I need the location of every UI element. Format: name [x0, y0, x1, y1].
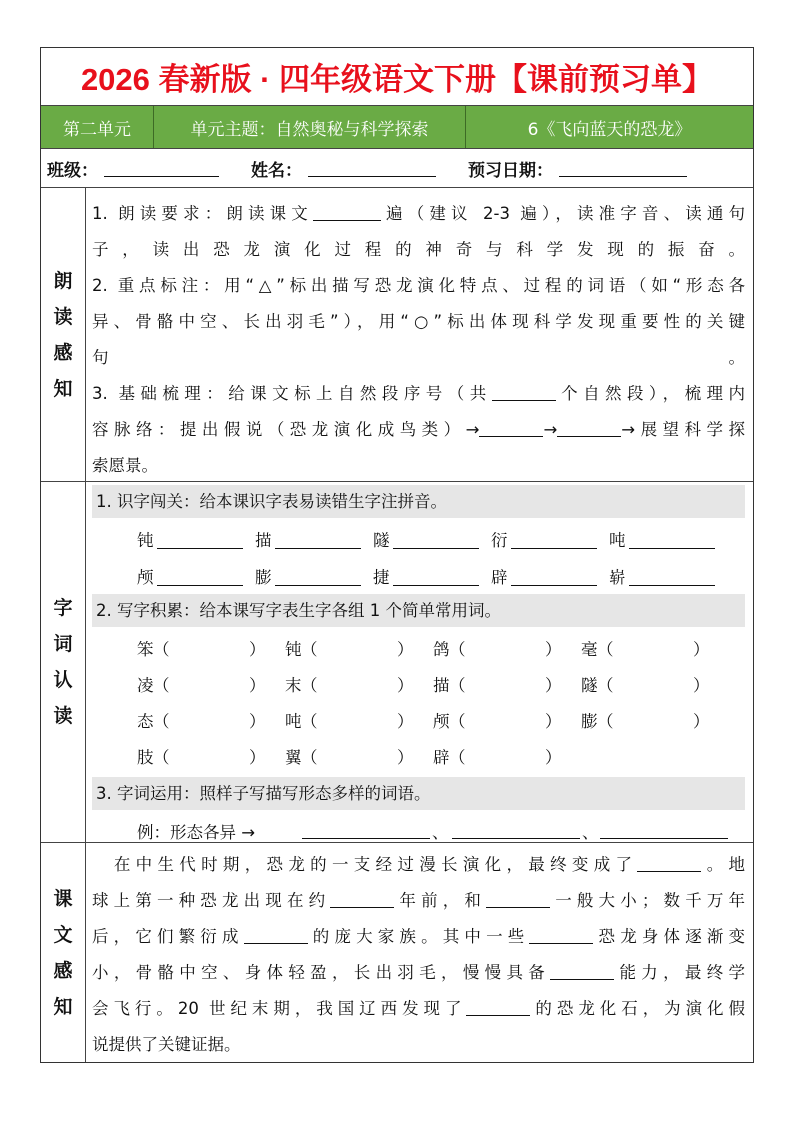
text-segment: 句。 — [92, 348, 745, 367]
pinyin-blank[interactable] — [511, 529, 597, 549]
pinyin-char: 捷 — [373, 568, 390, 587]
section-reading — [41, 188, 753, 482]
date-label: 预习日期： — [468, 160, 553, 181]
pinyin-blank[interactable] — [629, 529, 715, 549]
text-segment: 的庞大家族。其中一些 — [307, 927, 530, 946]
word-char: 隧 — [581, 676, 598, 695]
text-line — [92, 883, 745, 919]
word-char: 毫 — [581, 640, 598, 659]
name-label: 姓名： — [251, 160, 302, 181]
word-answer-field[interactable] — [173, 744, 245, 766]
section-label-char: 朗 — [53, 269, 73, 292]
pinyin-char: 钝 — [137, 531, 154, 550]
word-char: 肢 — [137, 748, 154, 767]
date-field[interactable] — [559, 159, 687, 177]
section-label-char: 课 — [53, 887, 73, 910]
text-segment: 1. 朗读要求：朗读课文 — [92, 204, 313, 223]
word-answer-field[interactable] — [321, 672, 393, 694]
section-label-char: 词 — [53, 633, 73, 655]
paren-close: ） — [693, 676, 710, 695]
text-segment: 一般大小；数千万年 — [550, 891, 745, 910]
section-label-char: 认 — [53, 669, 73, 691]
word-grid — [92, 630, 745, 774]
word-answer-field[interactable] — [469, 672, 541, 694]
paren-open: （ — [449, 640, 466, 659]
text-segment: 异、骨骼中空、长出羽毛”），用“○”标出体现科学发现重要性的关键 — [92, 312, 745, 331]
text-segment: 恐龙身体逐渐变 — [593, 927, 745, 946]
section-text — [41, 843, 753, 1062]
section-characters — [41, 482, 753, 843]
section-body — [86, 188, 753, 481]
text-segment: 后，它们繁衍成 — [92, 927, 244, 946]
section-label — [41, 188, 86, 481]
text-line — [92, 1027, 745, 1063]
fill-blank[interactable] — [313, 201, 381, 221]
word-answer-field[interactable] — [617, 636, 689, 658]
paren-close: ） — [249, 748, 266, 767]
pinyin-blank[interactable] — [393, 566, 479, 586]
text-segment: →展望科学探 — [621, 420, 745, 439]
section-label-char: 知 — [53, 995, 73, 1018]
section-label-char: 字 — [53, 597, 73, 619]
section-label-char: 文 — [53, 923, 73, 946]
pinyin-blank[interactable] — [275, 529, 361, 549]
fill-blank[interactable] — [330, 888, 394, 908]
word-char: 笨 — [137, 640, 154, 659]
paren-close: ） — [693, 640, 710, 659]
pinyin-blank[interactable] — [393, 529, 479, 549]
text-line — [92, 847, 745, 883]
paren-open: （ — [597, 676, 614, 695]
section-label — [41, 843, 86, 1062]
text-line — [92, 268, 745, 304]
section-label-char: 知 — [53, 377, 73, 400]
section-label-char: 感 — [53, 341, 73, 364]
section-label-char: 读 — [53, 705, 73, 727]
student-info — [41, 149, 753, 188]
pinyin-char: 颅 — [137, 568, 154, 587]
pinyin-char: 辟 — [491, 568, 508, 587]
text-line — [92, 340, 745, 376]
fill-blank[interactable] — [479, 417, 543, 437]
word-answer-field[interactable] — [173, 636, 245, 658]
pinyin-char: 描 — [255, 531, 272, 550]
section-body — [86, 843, 753, 1062]
section-label-char: 感 — [53, 959, 73, 982]
fill-blank[interactable] — [244, 924, 308, 944]
text-line — [92, 955, 745, 991]
text-segment: 。地 — [701, 855, 745, 874]
pinyin-char: 隧 — [373, 531, 390, 550]
word-char: 吨 — [285, 712, 302, 731]
paren-close: ） — [249, 712, 266, 731]
paren-open: （ — [301, 712, 318, 731]
word-answer-field[interactable] — [617, 672, 689, 694]
pinyin-char: 膨 — [255, 568, 272, 587]
answer-blank[interactable] — [302, 819, 430, 839]
paren-open: （ — [597, 640, 614, 659]
word-answer-field[interactable] — [469, 636, 541, 658]
word-char: 钝 — [285, 640, 302, 659]
fill-blank[interactable] — [492, 381, 556, 401]
text-segment: 能力，最终学 — [614, 963, 745, 982]
paren-open: （ — [301, 748, 318, 767]
paren-close: ） — [397, 640, 414, 659]
fill-blank[interactable] — [529, 924, 593, 944]
unit-theme: 单元主题：自然奥秘与科学探索 — [154, 106, 466, 148]
text-line — [92, 991, 745, 1027]
question-3: 3. 字词运用：照样子写描写形态多样的词语。 — [92, 777, 745, 810]
paren-open: （ — [449, 712, 466, 731]
section-body — [86, 482, 753, 842]
paren-close: ） — [397, 712, 414, 731]
fill-blank[interactable] — [557, 417, 621, 437]
class-field[interactable] — [104, 159, 219, 177]
text-segment: → — [543, 420, 558, 439]
paren-open: （ — [153, 748, 170, 767]
lesson-title: 6《飞向蓝天的恐龙》 — [527, 119, 692, 140]
text-segment: 个自然段），梳理内 — [555, 384, 745, 403]
paren-close: ） — [397, 748, 414, 767]
pinyin-blank[interactable] — [157, 529, 243, 549]
worksheet — [40, 47, 754, 1063]
pinyin-grid — [92, 521, 745, 591]
pinyin-blank[interactable] — [157, 566, 243, 586]
word-answer-field[interactable] — [321, 744, 393, 766]
section-label-char: 读 — [53, 305, 73, 328]
paren-close: ） — [545, 748, 562, 767]
text-line — [92, 232, 745, 268]
text-segment: 年前，和 — [394, 891, 487, 910]
answer-blank[interactable] — [452, 819, 580, 839]
word-char: 颅 — [433, 712, 450, 731]
word-answer-field[interactable] — [173, 672, 245, 694]
text-line — [92, 448, 745, 484]
page-title: 2026 春新版 · 四年级语文下册【课前预习单】 — [41, 48, 753, 106]
text-segment: 说提供了关键证据。 — [92, 1035, 241, 1054]
text-line — [92, 412, 745, 448]
pinyin-char: 衍 — [491, 531, 508, 550]
pinyin-char: 吨 — [609, 531, 626, 550]
pinyin-blank[interactable] — [511, 566, 597, 586]
paren-open: （ — [597, 712, 614, 731]
text-segment: 的恐龙化石，为演化假 — [530, 999, 745, 1018]
word-char: 描 — [433, 676, 450, 695]
text-segment: 在中生代时期，恐龙的一支经过漫长演化，最终变成了 — [92, 855, 638, 874]
text-segment: 索愿景。 — [92, 456, 158, 475]
separator: 、 — [432, 823, 449, 842]
paren-close: ） — [545, 676, 562, 695]
paren-open: （ — [449, 748, 466, 767]
question-2: 2. 写字积累：给本课写字表生字各组 1 个简单常用词。 — [92, 594, 745, 627]
text-line — [92, 196, 745, 232]
fill-blank[interactable] — [637, 852, 701, 872]
word-answer-field[interactable] — [173, 708, 245, 730]
fill-blank[interactable] — [466, 996, 530, 1016]
paren-close: ） — [693, 712, 710, 731]
class-label: 班级： — [47, 160, 98, 181]
answer-blank[interactable] — [600, 819, 728, 839]
example-row — [92, 813, 745, 847]
paren-open: （ — [301, 676, 318, 695]
paren-open: （ — [153, 712, 170, 731]
pinyin-blank[interactable] — [275, 566, 361, 586]
text-segment: 小，骨骼中空、身体轻盈，长出羽毛，慢慢具备 — [92, 963, 551, 982]
word-char: 态 — [137, 712, 154, 731]
paren-open: （ — [153, 640, 170, 659]
text-segment: 会飞行。20 世纪末期，我国辽西发现了 — [92, 999, 467, 1018]
text-line — [92, 376, 745, 412]
word-answer-field[interactable] — [469, 744, 541, 766]
fill-blank[interactable] — [486, 888, 550, 908]
pinyin-char: 崭 — [609, 568, 626, 587]
paren-open: （ — [449, 676, 466, 695]
paren-close: ） — [249, 676, 266, 695]
word-char: 鸽 — [433, 640, 450, 659]
paren-close: ） — [545, 640, 562, 659]
name-field[interactable] — [308, 159, 436, 177]
word-char: 翼 — [285, 748, 302, 767]
word-answer-field[interactable] — [321, 708, 393, 730]
word-char: 膨 — [581, 712, 598, 731]
word-answer-field[interactable] — [469, 708, 541, 730]
paren-close: ） — [545, 712, 562, 731]
paren-open: （ — [153, 676, 170, 695]
word-char: 凌 — [137, 676, 154, 695]
text-segment: 容脉络：提出假说（恐龙演化成鸟类）→ — [92, 420, 480, 439]
section-label — [41, 482, 86, 842]
question-1: 1. 识字闯关：给本课识字表易读错生字注拼音。 — [92, 485, 745, 518]
unit-label: 第二单元 — [41, 106, 154, 148]
paren-open: （ — [301, 640, 318, 659]
text-segment: 遍（建议 2-3 遍），读准字音、读通句 — [380, 204, 745, 223]
word-answer-field[interactable] — [617, 708, 689, 730]
text-segment: 球上第一种恐龙出现在约 — [92, 891, 331, 910]
text-line — [92, 304, 745, 340]
example-text: 例：形态各异 → — [137, 823, 256, 842]
word-char: 辟 — [433, 748, 450, 767]
fill-blank[interactable] — [550, 960, 614, 980]
text-segment: 子，读出恐龙演化过程的神奇与科学发现的振奋。 — [92, 240, 745, 259]
paren-close: ） — [249, 640, 266, 659]
word-char: 末 — [285, 676, 302, 695]
text-segment: 2. 重点标注：用“△”标出描写恐龙演化特点、过程的词语（如“形态各 — [92, 276, 745, 295]
text-segment: 3. 基础梳理：给课文标上自然段序号（共 — [92, 384, 492, 403]
separator: 、 — [582, 823, 599, 842]
word-answer-field[interactable] — [321, 636, 393, 658]
pinyin-blank[interactable] — [629, 566, 715, 586]
lesson-header — [41, 106, 753, 149]
text-line — [92, 919, 745, 955]
paren-close: ） — [397, 676, 414, 695]
